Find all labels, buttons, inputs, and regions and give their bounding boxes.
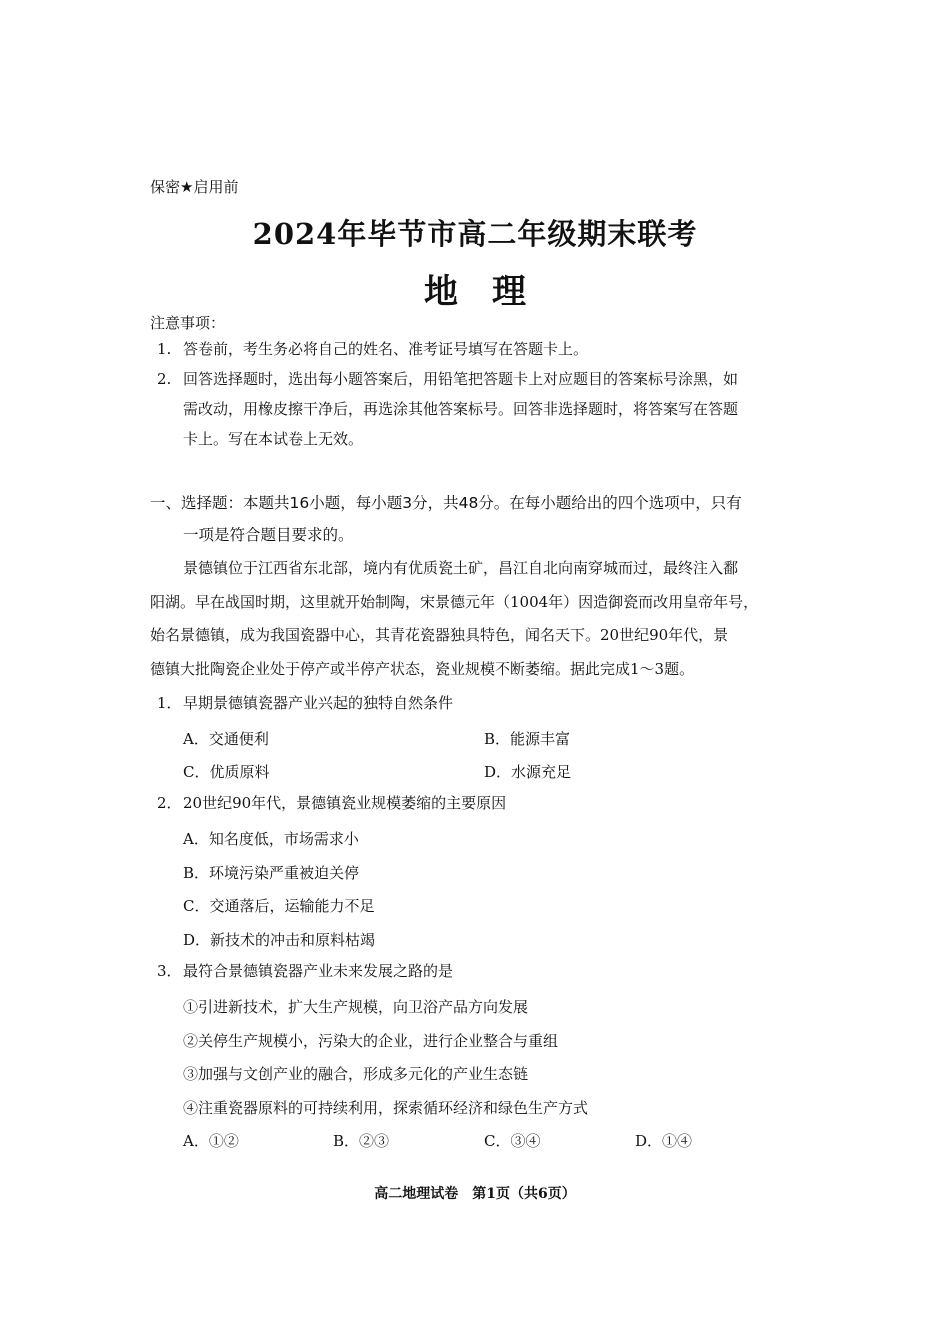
notice-item-1-line: 答卷前，考生务必将自己的姓名、准考证号填写在答题卡上。 — [183, 340, 589, 358]
page-footer: 高二地理试卷 第1页（共6页） — [374, 1186, 576, 1202]
exam-title: 2024年毕节市高二年级期末联考 — [252, 217, 698, 251]
section-heading-line-1: 一、选择题：本题共16小题，每小题3分，共48分。在每小题给出的四个选项中，只有 — [150, 494, 742, 512]
section-heading-line-2: 一项是符合题目要求的。 — [183, 526, 354, 544]
question-3-option-a: A．①② — [183, 1132, 239, 1150]
question-3-option-b: B．②③ — [333, 1132, 390, 1150]
question-1-option-c: C．优质原料 — [183, 763, 270, 781]
question-2-option-d: D．新技术的冲击和原料枯竭 — [183, 931, 376, 949]
question-1-option-a: A．交通便利 — [183, 730, 269, 748]
question-3-statement-1: ①引进新技术，扩大生产规模，向卫浴产品方向发展 — [183, 998, 529, 1016]
question-3-stem: 最符合景德镇瓷器产业未来发展之路的是 — [183, 962, 454, 980]
question-3-statement-3: ③加强与文创产业的融合，形成多元化的产业生态链 — [183, 1065, 529, 1083]
notice-item-2-number: 2. — [157, 370, 172, 388]
question-1-option-d: D．水源充足 — [484, 763, 572, 781]
subject-title: 地理 — [424, 272, 560, 312]
passage-line-3: 始名景德镇，成为我国瓷器中心，其青花瓷器独具特色，闻名天下。20世纪90年代，景 — [150, 626, 729, 644]
question-1-option-b: B．能源丰富 — [484, 730, 571, 748]
question-2-number: 2． — [157, 794, 182, 812]
question-3-statement-2: ②关停生产规模小，污染大的企业，进行企业整合与重组 — [183, 1032, 559, 1050]
question-2-option-a: A．知名度低，市场需求小 — [183, 830, 359, 848]
notice-item-2-line-3: 卡上。写在本试卷上无效。 — [183, 430, 364, 448]
question-3-number: 3． — [157, 962, 182, 980]
question-2-option-c: C．交通落后，运输能力不足 — [183, 897, 375, 915]
notice-item-2-line-1: 回答选择题时，选出每小题答案后，用铅笔把答题卡上对应题目的答案标号涂黑，如 — [183, 370, 739, 388]
question-3-statement-4: ④注重瓷器原料的可持续利用，探索循环经济和绿色生产方式 — [183, 1099, 589, 1117]
notice-heading: 注意事项： — [150, 314, 226, 332]
question-1-number: 1． — [157, 694, 182, 712]
question-2-stem: 20世纪90年代，景德镇瓷业规模萎缩的主要原因 — [183, 794, 507, 812]
question-1-stem: 早期景德镇瓷器产业兴起的独特自然条件 — [183, 694, 454, 712]
notice-item-2-line-2: 需改动，用橡皮擦干净后，再选涂其他答案标号。回答非选择题时，将答案写在答题 — [183, 400, 739, 418]
passage-line-1: 景德镇位于江西省东北部，境内有优质瓷土矿，昌江自北向南穿城而过，最终注入鄱 — [183, 559, 739, 577]
question-3-option-d: D．①④ — [635, 1132, 693, 1150]
passage-line-2: 阳湖。早在战国时期，这里就开始制陶，宋景德元年（1004年）因造御瓷而改用皇帝年号， — [150, 593, 759, 611]
question-3-option-c: C．③④ — [484, 1132, 541, 1150]
notice-item-1-number: 1. — [157, 340, 172, 358]
passage-line-4: 德镇大批陶瓷企业处于停产或半停产状态，瓷业规模不断萎缩。据此完成1～3题。 — [150, 660, 695, 678]
confidential-label: 保密★启用前 — [150, 178, 239, 196]
question-2-option-b: B．环境污染严重被迫关停 — [183, 864, 360, 882]
